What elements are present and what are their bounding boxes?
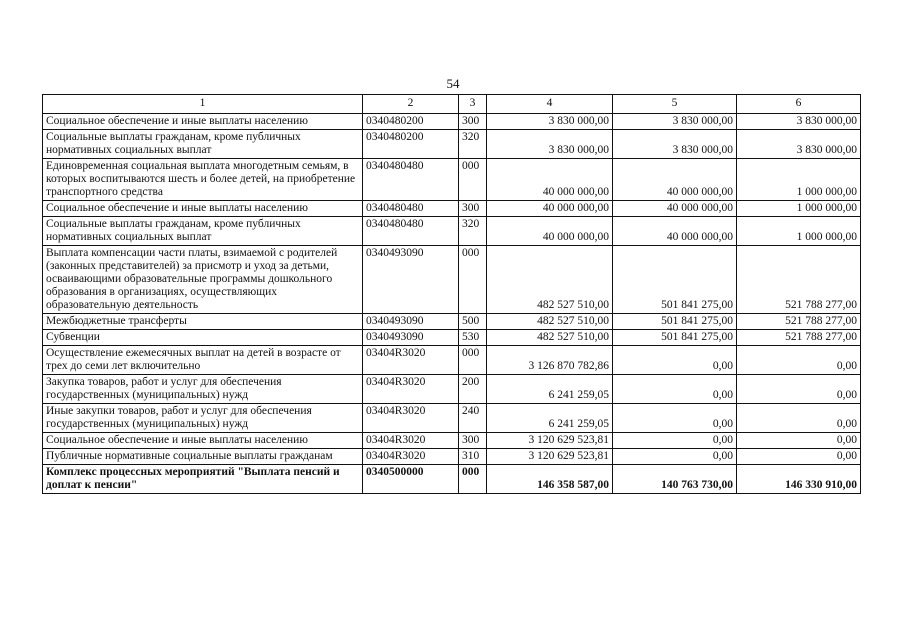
- table-row: [43, 314, 861, 330]
- target-code-cell: 0340493090: [363, 246, 459, 314]
- amount-year1-cell: 3 830 000,00: [487, 130, 613, 159]
- target-code-cell: 0340480200: [363, 114, 459, 130]
- expense-type-cell: 310: [459, 449, 487, 465]
- column-header: 4: [487, 95, 613, 114]
- row-name-cell: Социальные выплаты гражданам, кроме публичных нормативных социальных выплат: [43, 130, 363, 159]
- expense-type-cell: 320: [459, 130, 487, 159]
- amount-year2-cell: 0,00: [613, 449, 737, 465]
- amount-year3-cell: 146 330 910,00: [737, 465, 861, 494]
- target-code-cell: 0340500000: [363, 465, 459, 494]
- target-code-cell: 03404R3020: [363, 346, 459, 375]
- amount-year2-cell: 3 830 000,00: [613, 130, 737, 159]
- target-code-cell: 0340493090: [363, 330, 459, 346]
- row-name-cell: Субвенции: [43, 330, 363, 346]
- amount-year3-cell: 3 830 000,00: [737, 130, 861, 159]
- column-header: 3: [459, 95, 487, 114]
- row-name-cell: Закупка товаров, работ и услуг для обеспечения государственных (муниципальных) нужд: [43, 375, 363, 404]
- column-header: 2: [363, 95, 459, 114]
- expense-type-cell: 320: [459, 217, 487, 246]
- amount-year2-cell: 501 841 275,00: [613, 330, 737, 346]
- amount-year3-cell: 1 000 000,00: [737, 159, 861, 201]
- amount-year3-cell: 521 788 277,00: [737, 330, 861, 346]
- table-row: [43, 114, 861, 130]
- target-code-cell: 0340480200: [363, 130, 459, 159]
- expense-type-cell: 240: [459, 404, 487, 433]
- target-code-cell: 03404R3020: [363, 375, 459, 404]
- column-header: 6: [737, 95, 861, 114]
- amount-year3-cell: 0,00: [737, 404, 861, 433]
- amount-year3-cell: 0,00: [737, 433, 861, 449]
- amount-year3-cell: 0,00: [737, 375, 861, 404]
- amount-year1-cell: 40 000 000,00: [487, 217, 613, 246]
- amount-year2-cell: 0,00: [613, 375, 737, 404]
- amount-year3-cell: 0,00: [737, 449, 861, 465]
- target-code-cell: 0340480480: [363, 217, 459, 246]
- amount-year1-cell: 6 241 259,05: [487, 375, 613, 404]
- row-name-cell: Межбюджетные трансферты: [43, 314, 363, 330]
- amount-year1-cell: 3 830 000,00: [487, 114, 613, 130]
- expense-type-cell: 300: [459, 201, 487, 217]
- amount-year3-cell: 3 830 000,00: [737, 114, 861, 130]
- row-name-cell: Социальное обеспечение и иные выплаты населению: [43, 114, 363, 130]
- table-body: [43, 114, 861, 494]
- amount-year3-cell: 1 000 000,00: [737, 217, 861, 246]
- amount-year1-cell: 482 527 510,00: [487, 246, 613, 314]
- table-row: [43, 246, 861, 314]
- table-row: [43, 217, 861, 246]
- table-row: [43, 404, 861, 433]
- row-name-cell: Социальное обеспечение и иные выплаты населению: [43, 201, 363, 217]
- amount-year2-cell: 0,00: [613, 404, 737, 433]
- amount-year2-cell: 501 841 275,00: [613, 246, 737, 314]
- target-code-cell: 03404R3020: [363, 433, 459, 449]
- table-row: [43, 465, 861, 494]
- table-row: [43, 433, 861, 449]
- table-row: [43, 159, 861, 201]
- row-name-cell: Социальные выплаты гражданам, кроме публичных нормативных социальных выплат: [43, 217, 363, 246]
- amount-year3-cell: 0,00: [737, 346, 861, 375]
- amount-year3-cell: 521 788 277,00: [737, 314, 861, 330]
- row-name-cell: Единовременная социальная выплата многодетным семьям, в которых воспитываются шесть и более детей, на приобретение транспортного средства: [43, 159, 363, 201]
- amount-year2-cell: 40 000 000,00: [613, 159, 737, 201]
- row-name-cell: Осуществление ежемесячных выплат на детей в возрасте от трех до семи лет включительно: [43, 346, 363, 375]
- expense-type-cell: 530: [459, 330, 487, 346]
- amount-year2-cell: 140 763 730,00: [613, 465, 737, 494]
- amount-year2-cell: 501 841 275,00: [613, 314, 737, 330]
- table-row: [43, 449, 861, 465]
- row-name-cell: Социальное обеспечение и иные выплаты населению: [43, 433, 363, 449]
- amount-year3-cell: 521 788 277,00: [737, 246, 861, 314]
- table-header-row: [43, 95, 861, 114]
- amount-year1-cell: 482 527 510,00: [487, 314, 613, 330]
- target-code-cell: 0340480480: [363, 201, 459, 217]
- column-header: 5: [613, 95, 737, 114]
- amount-year2-cell: 3 830 000,00: [613, 114, 737, 130]
- table-row: [43, 130, 861, 159]
- table-row: [43, 330, 861, 346]
- expense-type-cell: 000: [459, 465, 487, 494]
- expense-type-cell: 300: [459, 114, 487, 130]
- target-code-cell: 03404R3020: [363, 404, 459, 433]
- expense-type-cell: 200: [459, 375, 487, 404]
- amount-year2-cell: 0,00: [613, 346, 737, 375]
- page-number: 54: [446, 76, 460, 91]
- expense-type-cell: 000: [459, 159, 487, 201]
- amount-year3-cell: 1 000 000,00: [737, 201, 861, 217]
- column-header: 1: [43, 95, 363, 114]
- table-row: [43, 346, 861, 375]
- amount-year2-cell: 40 000 000,00: [613, 217, 737, 246]
- target-code-cell: 0340480480: [363, 159, 459, 201]
- amount-year1-cell: 6 241 259,05: [487, 404, 613, 433]
- amount-year1-cell: 3 120 629 523,81: [487, 433, 613, 449]
- amount-year1-cell: 482 527 510,00: [487, 330, 613, 346]
- table-row: [43, 201, 861, 217]
- target-code-cell: 03404R3020: [363, 449, 459, 465]
- amount-year1-cell: 40 000 000,00: [487, 159, 613, 201]
- table-row: [43, 375, 861, 404]
- row-name-cell: Иные закупки товаров, работ и услуг для обеспечения государственных (муниципальных) нужд: [43, 404, 363, 433]
- budget-table: [42, 94, 861, 494]
- amount-year1-cell: 3 120 629 523,81: [487, 449, 613, 465]
- amount-year2-cell: 40 000 000,00: [613, 201, 737, 217]
- expense-type-cell: 000: [459, 346, 487, 375]
- row-name-cell: Комплекс процессных мероприятий "Выплата пенсий и доплат к пенсии": [43, 465, 363, 494]
- row-name-cell: Выплата компенсации части платы, взимаемой с родителей (законных представителей) за присмотр и уход за детьми, осваивающими образовательные программы дошкольного образования в организациях, осуществляющих образовательную деятельность: [43, 246, 363, 314]
- expense-type-cell: 300: [459, 433, 487, 449]
- target-code-cell: 0340493090: [363, 314, 459, 330]
- amount-year1-cell: 146 358 587,00: [487, 465, 613, 494]
- amount-year2-cell: 0,00: [613, 433, 737, 449]
- expense-type-cell: 500: [459, 314, 487, 330]
- amount-year1-cell: 40 000 000,00: [487, 201, 613, 217]
- row-name-cell: Публичные нормативные социальные выплаты гражданам: [43, 449, 363, 465]
- expense-type-cell: 000: [459, 246, 487, 314]
- amount-year1-cell: 3 126 870 782,86: [487, 346, 613, 375]
